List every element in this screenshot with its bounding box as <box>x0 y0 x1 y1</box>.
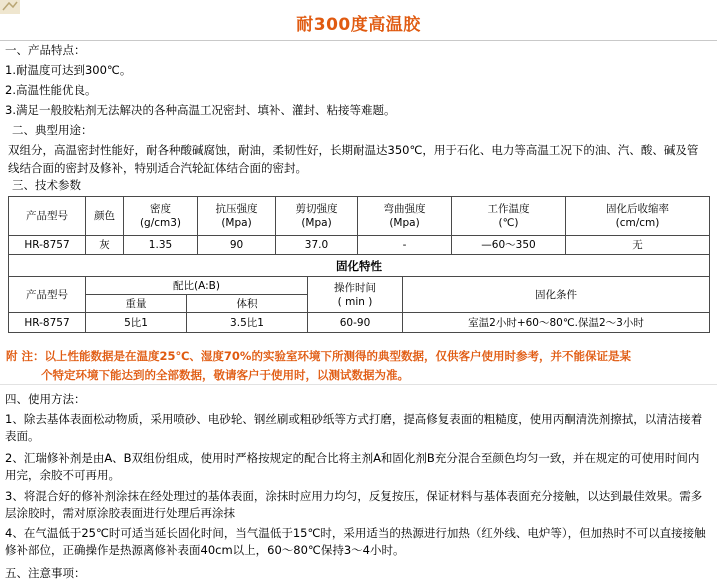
feature-item-3: 3.满足一般胶粘剂无法解决的各种高温工况密封、填补、灌封、粘接等难题。 <box>5 103 396 117</box>
cure-header-op-time: 操作时间 ( min ) <box>308 277 403 313</box>
table-header-row <box>9 197 710 236</box>
method-step-3: 3、将混合好的修补剂涂抹在经处理过的基体表面，涂抹时应用力均匀，反复按压，保证材料与基体表面充分接触，以达到最佳效果。需多层涂胶时，需对原涂胶表面进行处理后再涂抹 <box>5 489 703 520</box>
header-product-model: 产品型号 <box>9 197 86 236</box>
header-color: 颜色 <box>86 197 124 236</box>
feature-item-1: 1.耐温度可达到300℃。 <box>5 63 132 77</box>
cell-flexural: - <box>358 236 452 255</box>
cure-title-row <box>9 255 710 277</box>
cure-cell-volume: 3.5比1 <box>187 313 308 333</box>
header-density: 密度 (g/cm3) <box>124 197 198 236</box>
page-title: 耐300度高温胶 <box>296 15 421 35</box>
cell-shear: 37.0 <box>276 236 358 255</box>
title-divider <box>0 40 717 41</box>
method-step-4: 4、在气温低于25℃时可适当延长固化时间，当气温低于15℃时，采用适当的热源进行加热（红外线、电炉等），但加热时不可以直接接触修补部位，正确操作是热源离修补表面40cm以上，60～80℃保持3～4小时。 <box>5 526 706 557</box>
cell-shrinkage: 无 <box>566 236 710 255</box>
cure-cell-condition: 室温2小时+60～80℃.保温2～3小时 <box>403 313 710 333</box>
note-block <box>6 347 710 385</box>
header-shrinkage: 固化后收缩率 (cm/cm) <box>566 197 710 236</box>
notes-heading: 五、注意事项： <box>5 566 86 580</box>
cure-cell-op-time: 60-90 <box>308 313 403 333</box>
cure-title: 固化特性 <box>9 255 710 277</box>
header-flexural: 弯曲强度 (Mpa) <box>358 197 452 236</box>
note-line-2: 个特定环境下能达到的全部数据，敬请客户于使用时，以测试数据为准。 <box>41 368 409 382</box>
tech-params-table <box>8 196 709 333</box>
cell-density: 1.35 <box>124 236 198 255</box>
header-compressive: 抗压强度 (Mpa) <box>198 197 276 236</box>
feature-item-2: 2.高温性能优良。 <box>5 83 97 97</box>
cure-header-row <box>9 277 710 295</box>
cure-header-weight: 重量 <box>86 295 187 313</box>
cure-cell-model: HR-8757 <box>9 313 86 333</box>
params-heading: 三、技术参数 <box>12 178 81 192</box>
note-line-1: 附 注：以上性能数据是在温度25℃、湿度70%的实验室环境下所测得的典型数据，仅供客户使用时参考，并不能保证是某 <box>6 349 631 363</box>
cell-model: HR-8757 <box>9 236 86 255</box>
usage-text: 双组分，高温密封性能好，耐各种酸碱腐蚀，耐油，柔韧性好，长期耐温达350℃，用于石化、电力等高温工况下的油、汽、酸、碱及管线结合面的密封及修补，特别适合汽轮缸体结合面的密封。 <box>8 143 699 175</box>
features-heading: 一、产品特点： <box>5 43 86 57</box>
cure-header-model: 产品型号 <box>9 277 86 313</box>
note-divider <box>0 384 717 385</box>
cure-header-volume: 体积 <box>187 295 308 313</box>
method-step-1: 1、除去基体表面松动物质，采用喷砂、电砂轮、钢丝刷或粗砂纸等方式打磨，提高修复表面的粗糙度，使用丙酮清洗剂擦拭，以清洁接着表面。 <box>5 412 703 443</box>
table-row <box>9 236 710 255</box>
cell-color: 灰 <box>86 236 124 255</box>
header-work-temp: 工作温度 (℃) <box>452 197 566 236</box>
cure-header-ratio: 配比(A:B) <box>86 277 308 295</box>
cure-cell-weight: 5比1 <box>86 313 187 333</box>
method-heading: 四、使用方法： <box>5 392 86 406</box>
header-shear: 剪切强度 (Mpa) <box>276 197 358 236</box>
cure-header-condition: 固化条件 <box>403 277 710 313</box>
cell-compressive: 90 <box>198 236 276 255</box>
method-step-2: 2、汇瑞修补剂是由A、B双组份组成，使用时严格按规定的配合比将主剂A和固化剂B充分混合至颜色均匀一致，并在规定的可使用时间内用完，余胶不可再用。 <box>5 451 700 482</box>
cell-work-temp: —60～350 <box>452 236 566 255</box>
table-row <box>9 313 710 333</box>
usage-heading: 二、典型用途： <box>12 123 93 137</box>
